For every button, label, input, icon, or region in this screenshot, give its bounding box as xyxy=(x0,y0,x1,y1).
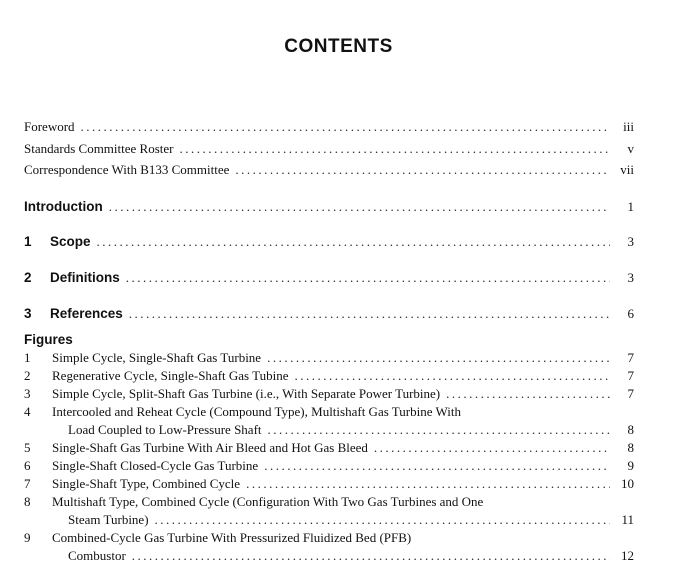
figure-title: Multishaft Type, Combined Cycle (Configuration With Two Gas Turbines and One xyxy=(52,494,484,509)
leader-dots xyxy=(179,140,610,158)
toc-entry-label: Foreword xyxy=(24,119,75,134)
toc-entry-committee-roster[interactable] xyxy=(24,140,634,158)
toc-page-number: 10 xyxy=(621,476,634,491)
toc-page-number: iii xyxy=(623,119,634,134)
figure-title: Regenerative Cycle, Single-Shaft Gas Tubine xyxy=(52,368,289,383)
toc-page-number: 6 xyxy=(627,306,634,321)
figure-number: 9 xyxy=(24,530,31,545)
figure-title: Single-Shaft Type, Combined Cycle xyxy=(52,476,241,491)
leader-dots xyxy=(132,547,610,565)
figure-entry-8-line2[interactable] xyxy=(24,511,634,529)
toc-entry-label: Standards Committee Roster xyxy=(24,141,174,156)
toc-entry-label: Definitions xyxy=(50,270,120,285)
figure-entry-2[interactable] xyxy=(24,367,634,385)
toc-entry-foreword[interactable] xyxy=(24,118,634,136)
figure-entry-7[interactable] xyxy=(24,475,634,493)
figure-entry-9-line2[interactable] xyxy=(24,547,634,565)
figure-number: 3 xyxy=(24,386,31,401)
figure-title-continued: Combustor xyxy=(68,548,126,563)
leader-dots xyxy=(129,305,610,323)
leader-dots xyxy=(374,439,610,457)
leader-dots xyxy=(267,349,610,367)
figure-title: Intercooled and Reheat Cycle (Compound Type), Multishaft Gas Turbine With xyxy=(52,404,461,419)
leader-dots xyxy=(446,385,610,403)
figure-title-continued: Load Coupled to Low-Pressure Shaft xyxy=(68,422,262,437)
toc-page-number: 12 xyxy=(621,548,634,563)
section-number: 1 xyxy=(24,234,32,249)
toc-page-number: 7 xyxy=(627,368,634,383)
toc-page-number: 8 xyxy=(627,422,634,437)
figure-entry-4-line1[interactable] xyxy=(24,403,634,421)
toc-page-number: 7 xyxy=(627,350,634,365)
figure-entry-6[interactable] xyxy=(24,457,634,475)
figures-heading: Figures xyxy=(24,332,73,347)
leader-dots xyxy=(246,475,610,493)
figure-title: Single-Shaft Gas Turbine With Air Bleed and Hot Gas Bleed xyxy=(52,440,368,455)
toc-entry-label: Scope xyxy=(50,234,91,249)
leader-dots xyxy=(235,161,610,179)
toc-page-number: v xyxy=(627,141,634,156)
toc-entry-references[interactable] xyxy=(24,305,634,323)
toc-page-number: 11 xyxy=(621,512,634,527)
leader-dots xyxy=(264,457,610,475)
toc-page-number: 3 xyxy=(627,270,634,285)
toc-entry-definitions[interactable] xyxy=(24,269,634,287)
toc-entry-scope[interactable] xyxy=(24,233,634,251)
toc-entry-label: Correspondence With B133 Committee xyxy=(24,162,230,177)
figure-entry-8-line1[interactable] xyxy=(24,493,634,511)
figure-title-continued: Steam Turbine) xyxy=(68,512,149,527)
section-number: 3 xyxy=(24,306,32,321)
figure-title: Single-Shaft Closed-Cycle Gas Turbine xyxy=(52,458,259,473)
leader-dots xyxy=(126,269,610,287)
toc-page-number: 8 xyxy=(627,440,634,455)
figure-title: Simple Cycle, Single-Shaft Gas Turbine xyxy=(52,350,262,365)
figure-number: 1 xyxy=(24,350,31,365)
leader-dots xyxy=(97,233,610,251)
figure-entry-5[interactable] xyxy=(24,439,634,457)
figure-number: 6 xyxy=(24,458,31,473)
toc-page-number: 7 xyxy=(627,386,634,401)
figure-entry-4-line2[interactable] xyxy=(24,421,634,439)
leader-dots xyxy=(81,118,610,136)
toc-page-number: 1 xyxy=(627,199,634,214)
toc-page-number: vii xyxy=(620,162,634,177)
figure-entry-3[interactable] xyxy=(24,385,634,403)
figure-number: 5 xyxy=(24,440,31,455)
figure-title: Combined-Cycle Gas Turbine With Pressurized Fluidized Bed (PFB) xyxy=(52,530,412,545)
leader-dots xyxy=(109,198,610,216)
toc-entry-correspondence[interactable] xyxy=(24,161,634,179)
toc-entry-label: References xyxy=(50,306,123,321)
toc-entry-label: Introduction xyxy=(24,199,103,214)
figure-number: 8 xyxy=(24,494,31,509)
figure-number: 2 xyxy=(24,368,31,383)
figure-number: 4 xyxy=(24,404,31,419)
page-title: CONTENTS xyxy=(284,36,393,57)
leader-dots xyxy=(155,511,610,529)
section-number: 2 xyxy=(24,270,32,285)
figure-entry-9-line1[interactable] xyxy=(24,529,634,547)
toc-page-number: 3 xyxy=(627,234,634,249)
leader-dots xyxy=(295,367,611,385)
figure-entry-1[interactable] xyxy=(24,349,634,367)
toc-entry-introduction[interactable] xyxy=(24,198,634,216)
figure-title: Simple Cycle, Split-Shaft Gas Turbine (i.e., With Separate Power Turbine) xyxy=(52,386,441,401)
leader-dots xyxy=(268,421,610,439)
toc-page-number: 9 xyxy=(627,458,634,473)
figure-number: 7 xyxy=(24,476,31,491)
